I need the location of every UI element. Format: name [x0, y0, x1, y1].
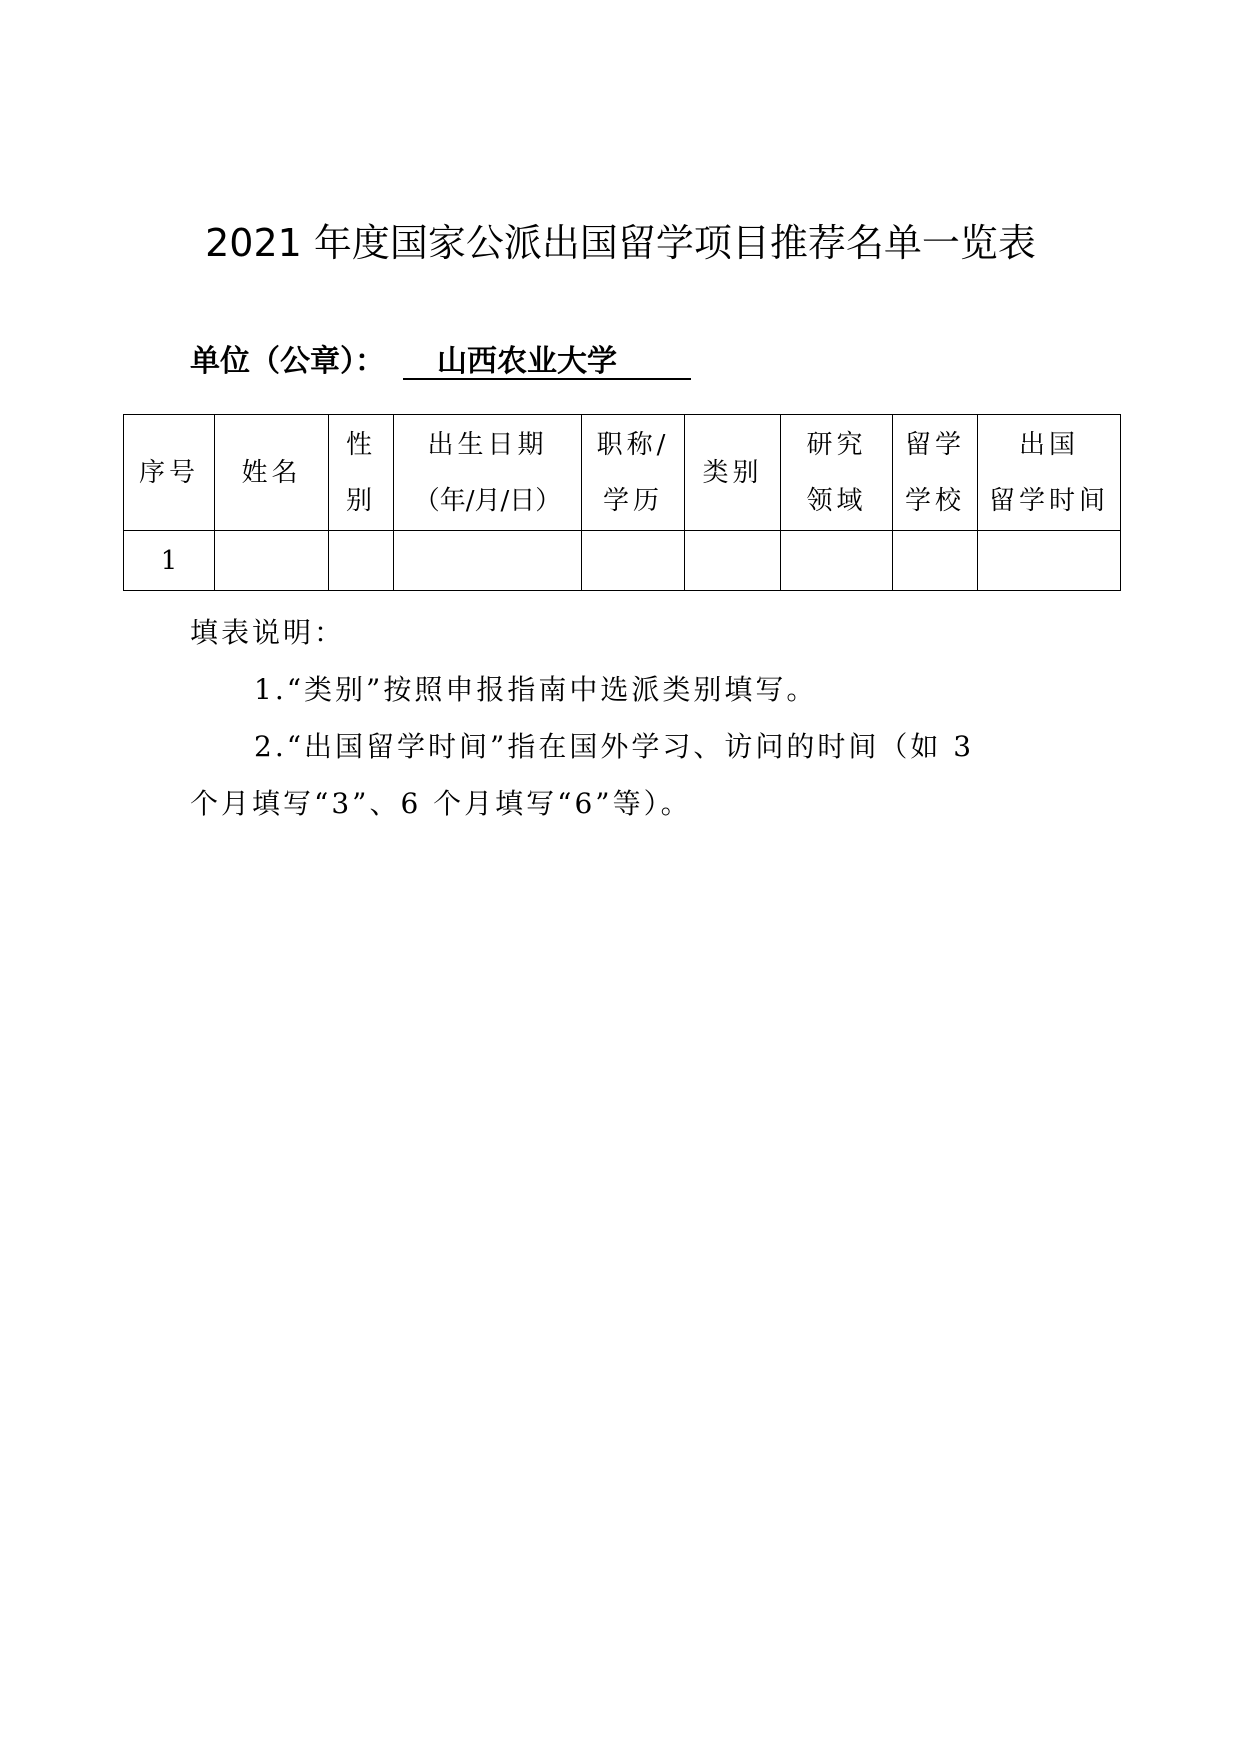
note-item-2-line2: 个月填写“3”、6 个月填写“6”等）。 — [190, 787, 692, 820]
cell-research-field[interactable] — [781, 531, 893, 591]
header-duration — [978, 415, 1121, 531]
header-seq — [124, 415, 215, 531]
cell-school[interactable] — [893, 531, 978, 591]
document-title: 2021 年度国家公派出国留学项目推荐名单一览表 — [205, 221, 1036, 265]
recommendation-table — [123, 414, 1121, 591]
notes-heading: 填表说明： — [190, 616, 346, 649]
header-birthdate — [394, 415, 582, 531]
header-seq-label: 序号 — [138, 457, 199, 488]
note-item-2-line1: 2.“出国留学时间”指在国外学习、访问的时间（如 3 — [254, 730, 975, 763]
header-research-field-line1: 研究 — [806, 429, 867, 460]
table-row — [124, 531, 1121, 591]
cell-category[interactable] — [685, 531, 781, 591]
header-title-degree — [582, 415, 685, 531]
cell-title-degree[interactable] — [582, 531, 685, 591]
header-gender — [329, 415, 394, 531]
header-category — [685, 415, 781, 531]
header-school — [893, 415, 978, 531]
header-gender-line2: 别 — [345, 485, 376, 516]
unit-line — [190, 340, 691, 384]
header-duration-line1: 出国 — [1018, 429, 1079, 460]
cell-birthdate[interactable] — [394, 531, 582, 591]
header-research-field-line2: 领域 — [806, 485, 867, 516]
table-header-row — [124, 415, 1121, 531]
cell-name[interactable] — [215, 531, 329, 591]
header-research-field — [781, 415, 893, 531]
fill-instructions — [190, 604, 1070, 832]
header-school-line2: 学校 — [904, 485, 965, 516]
unit-value-field[interactable]: 山西农业大学 — [403, 340, 691, 380]
header-name — [215, 415, 329, 531]
header-school-line1: 留学 — [904, 429, 965, 460]
header-category-label: 类别 — [702, 457, 763, 488]
header-birthdate-line1: 出生日期 — [427, 429, 548, 460]
header-name-label: 姓名 — [241, 457, 302, 488]
header-birthdate-line2: （年/月/日） — [413, 485, 562, 516]
cell-gender[interactable] — [329, 531, 394, 591]
note-item-1: 1.“类别”按照申报指南中选派类别填写。 — [254, 673, 818, 706]
header-title-degree-line1: 职称/ — [596, 429, 670, 460]
cell-duration[interactable] — [978, 531, 1121, 591]
header-gender-line1: 性 — [345, 429, 376, 460]
cell-seq: 1 — [124, 531, 215, 591]
header-title-degree-line2: 学历 — [602, 485, 663, 516]
header-duration-line2: 留学时间 — [988, 485, 1109, 516]
unit-label: 单位（公章）： — [190, 344, 385, 379]
